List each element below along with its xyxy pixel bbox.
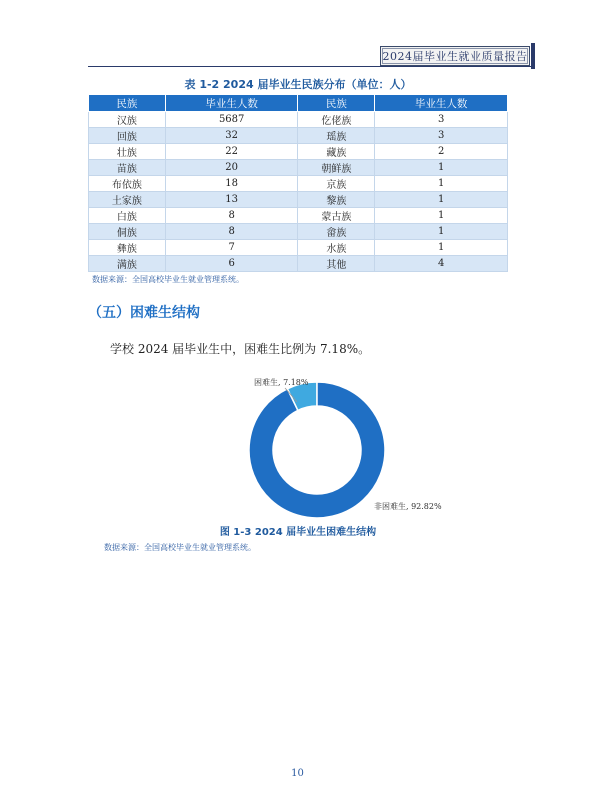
cell-count: 1	[375, 176, 508, 192]
cell-count: 1	[375, 240, 508, 256]
report-header-title: 2024届毕业生就业质量报告	[382, 50, 528, 63]
cell-count: 7	[165, 240, 298, 256]
cell-ethnicity: 瑶族	[298, 128, 375, 144]
header-ethnicity-2: 民族	[298, 95, 375, 112]
donut-slice-non-difficult	[249, 382, 385, 518]
header-count-1: 毕业生人数	[165, 95, 298, 112]
cell-ethnicity: 朝鲜族	[298, 160, 375, 176]
cell-count: 3	[375, 112, 508, 128]
section-title: （五）困难生结构	[88, 305, 200, 321]
cell-ethnicity: 畲族	[298, 224, 375, 240]
cell-count: 1	[375, 192, 508, 208]
cell-count: 5687	[165, 112, 298, 128]
header-count-2: 毕业生人数	[375, 95, 508, 112]
cell-ethnicity: 彝族	[89, 240, 166, 256]
table-source-note: 数据来源：全国高校毕业生就业管理系统。	[92, 275, 244, 284]
cell-ethnicity: 苗族	[89, 160, 166, 176]
cell-ethnicity: 其他	[298, 256, 375, 272]
cell-count: 6	[165, 256, 298, 272]
cell-count: 3	[375, 128, 508, 144]
cell-ethnicity: 黎族	[298, 192, 375, 208]
cell-count: 2	[375, 144, 508, 160]
chart-source-note: 数据来源：全国高校毕业生就业管理系统。	[104, 543, 256, 552]
table-caption: 表 1-2 2024 届毕业生民族分布（单位：人）	[184, 78, 412, 91]
cell-ethnicity: 满族	[89, 256, 166, 272]
cell-count: 1	[375, 160, 508, 176]
cell-count: 1	[375, 224, 508, 240]
cell-count: 32	[165, 128, 298, 144]
cell-ethnicity: 藏族	[298, 144, 375, 160]
cell-count: 18	[165, 176, 298, 192]
cell-ethnicity: 蒙古族	[298, 208, 375, 224]
cell-count: 13	[165, 192, 298, 208]
cell-count: 8	[165, 208, 298, 224]
cell-ethnicity: 白族	[89, 208, 166, 224]
donut-label-difficult: 困难生, 7.18%	[254, 378, 309, 387]
cell-ethnicity: 水族	[298, 240, 375, 256]
cell-ethnicity: 壮族	[89, 144, 166, 160]
header-ethnicity-1: 民族	[89, 95, 166, 112]
cell-count: 4	[375, 256, 508, 272]
page-number: 10	[291, 768, 304, 779]
donut-label-non-difficult: 非困难生, 92.82%	[374, 502, 442, 511]
cell-count: 22	[165, 144, 298, 160]
cell-count: 20	[165, 160, 298, 176]
cell-count: 1	[375, 208, 508, 224]
cell-count: 8	[165, 224, 298, 240]
cell-ethnicity: 汉族	[89, 112, 166, 128]
cell-ethnicity: 回族	[89, 128, 166, 144]
figure-caption: 图 1-3 2024 届毕业生困难生结构	[219, 527, 377, 538]
section-paragraph: 学校 2024 届毕业生中，困难生比例为 7.18%。	[110, 342, 371, 356]
cell-ethnicity: 侗族	[89, 224, 166, 240]
cell-ethnicity: 仡佬族	[298, 112, 375, 128]
cell-ethnicity: 土家族	[89, 192, 166, 208]
cell-ethnicity: 布依族	[89, 176, 166, 192]
cell-ethnicity: 京族	[298, 176, 375, 192]
